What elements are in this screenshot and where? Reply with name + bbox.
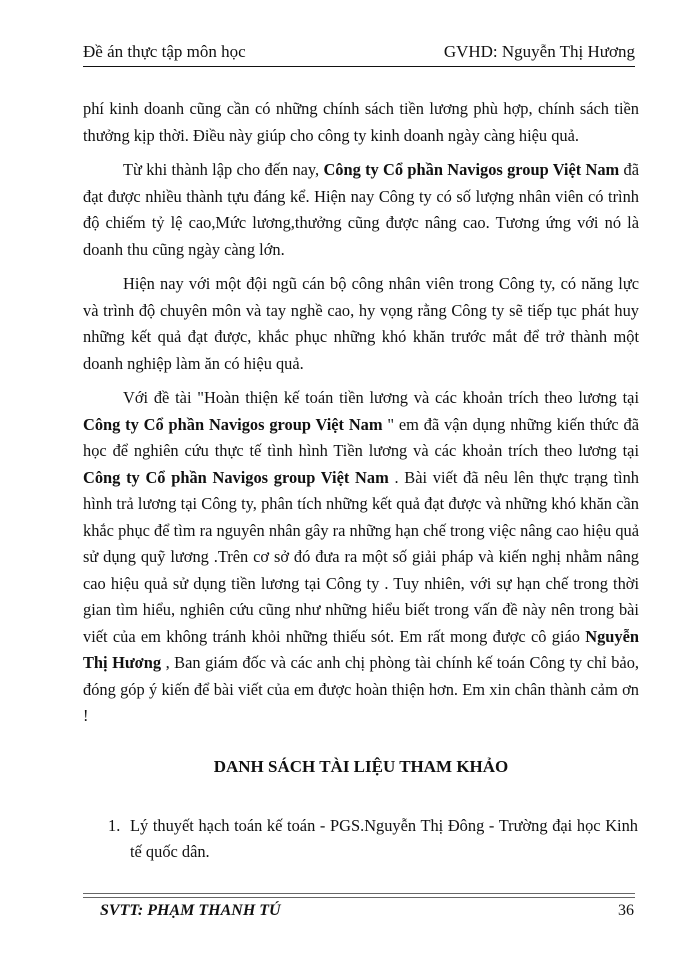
header-advisor: GVHD: Nguyễn Thị Hương bbox=[443, 42, 635, 61]
paragraph-2 bbox=[83, 157, 639, 263]
footer-divider bbox=[83, 893, 635, 898]
body-text bbox=[83, 96, 639, 738]
references-title: DANH SÁCH TÀI LIỆU THAM KHẢO bbox=[213, 757, 509, 776]
page-number: 36 bbox=[618, 902, 634, 919]
header-divider bbox=[83, 66, 635, 67]
paragraph-4 bbox=[83, 385, 639, 730]
company-name-bold: Công ty Cổ phần Navigos group Việt Nam bbox=[83, 467, 389, 487]
paragraph-1-text: phí kinh doanh cũng cần có những chính sách tiền lương phù hợp, chính sách tiền thưởng kịp thời. Điều này giúp cho công ty kinh doanh ngày càng hiệu quả. bbox=[83, 99, 639, 145]
footer-student: SVTT: PHẠM THANH TÚ bbox=[100, 902, 281, 919]
paragraph-4-text-a: Với đề tài "Hoàn thiện kế toán tiền lương và các khoản trích theo lương tại bbox=[123, 388, 639, 407]
paragraph-1 bbox=[83, 96, 639, 149]
reference-number: 1. bbox=[108, 816, 121, 835]
paragraph-2-text-a: Từ khi thành lập cho đến nay, bbox=[123, 160, 324, 179]
company-name-bold: Công ty Cổ phần Navigos group Việt Nam bbox=[323, 160, 620, 179]
paragraph-3 bbox=[83, 271, 639, 377]
paragraph-4-text-e: . Bài viết đã nêu lên thực trạng tình hình trả lương tại Công ty, phân tích những kết quả đạt được và những khó khăn cần khắc phục để tìm ra nguyên nhân gây ra những hạn chế trong việc nâng cao hiệu quả sử dụng quỹ lương .Trên cơ sở đó đưa ra một số giải pháp và kiến nghị nhằm nâng cao hiệu quả sử dụng tiền lương tại Công ty . Tuy nhiên, với sự hạn chế trong thời gian tìm hiểu, nghiên cứu cũng như những hiểu biết trong vấn đề này nên trong bài viết của em không tránh khỏi những thiếu sót. Em rất mong được cô giáo bbox=[83, 467, 640, 646]
paragraph-3-text: Hiện nay với một đội ngũ cán bộ công nhân viên trong Công ty, có năng lực và trình độ chuyên môn và tay nghề cao, hy vọng rằng Công ty sẽ tiếp tục phát huy những kết quả đạt được, khắc phục những khó khăn trước mắt để trở thành một doanh nghiệp làm ăn có hiệu quả. bbox=[83, 274, 639, 373]
company-name-bold: Công ty Cổ phần Navigos group Việt Nam bbox=[83, 414, 383, 434]
reference-item bbox=[108, 813, 638, 865]
paragraph-4-text-c: " em đã vận dụng những kiến thức đã học để nghiên cứu thực tế tình hình Tiền lương và các khoản trích theo lương tại bbox=[83, 414, 640, 460]
paragraph-4-text-g: , Ban giám đốc và các anh chị phòng tài chính kế toán Công ty chỉ bảo, đóng góp ý kiến để bài viết của em được hoàn thiện hơn. Em xin chân thành cảm ơn ! bbox=[83, 653, 639, 725]
reference-text: Lý thuyết hạch toán kế toán - PGS.Nguyễn Thị Đông - Trường đại học Kinh tế quốc dân. bbox=[130, 816, 638, 861]
teacher-name-bold: Nguyễn Thị Hương bbox=[83, 626, 639, 672]
paragraph-2-text-c: đã đạt được nhiều thành tựu đáng kể. Hiện nay Công ty có số lượng nhân viên có trình độ chiếm tỷ lệ cao,Mức lương,thưởng cũng được nâng cao. Tương ứng với nó là doanh thu cũng ngày càng lớn. bbox=[83, 160, 639, 259]
references-list bbox=[108, 813, 638, 865]
header-course-title: Đề án thực tập môn học bbox=[83, 42, 246, 61]
page-header bbox=[83, 38, 635, 68]
